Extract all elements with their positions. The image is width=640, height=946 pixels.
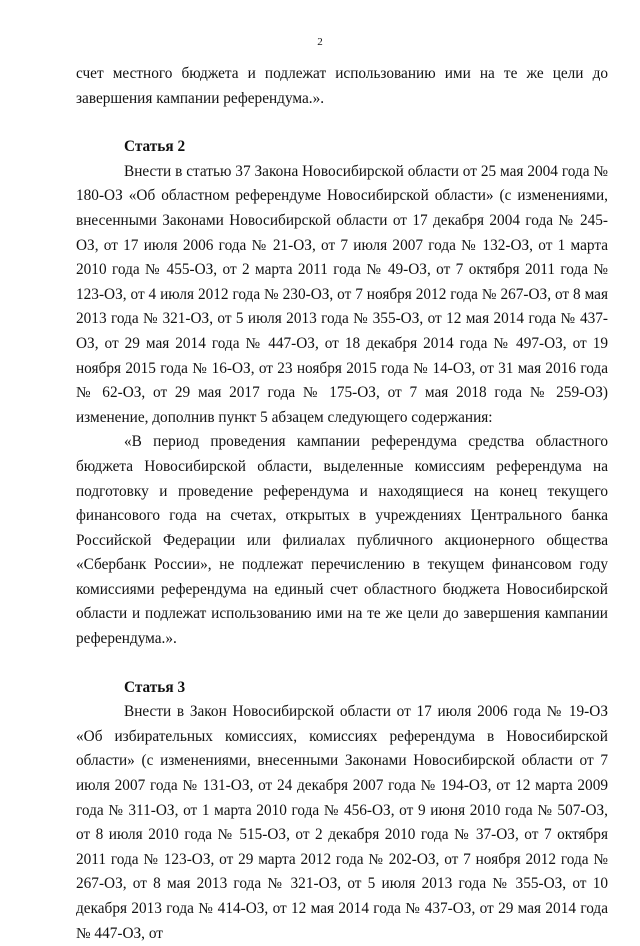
article-3-heading: Статья 3 <box>124 678 186 696</box>
article-2-heading: Статья 2 <box>124 138 186 156</box>
document-body <box>76 62 608 946</box>
article-3-paragraph-1: Внести в Закон Новосибирской области от 17 июля 2006 года № 19-ОЗ «Об избирательных комиссиях, комиссиях референдума в Новосибирской области» (с изменениями, внесенными Законами Новосибирской области от 7 июля 2007 года № 131-ОЗ, от 24 декабря 2007 года № 194-ОЗ, от 12 марта 2009 года № 311-ОЗ, от 1 марта 2010 года № 456-ОЗ, от 9 июня 2010 года № 507-ОЗ, от 8 июля 2010 года № 515-ОЗ, от 2 декабря 2010 года № 37-ОЗ, от 7 октября 2011 года № 123-ОЗ, от 29 марта 2012 года № 202-ОЗ, от 7 ноября 2012 года № 267-ОЗ, от 8 мая 2013 года № 321-ОЗ, от 5 июля 2013 года № 355-ОЗ, от 10 декабря 2013 года № 414-ОЗ, от 12 мая 2014 года № 437-ОЗ, от 29 мая 2014 года № 447-ОЗ, от <box>76 703 608 942</box>
page-number: 2 <box>317 36 323 48</box>
article-2-paragraph-1: Внести в статью 37 Закона Новосибирской области от 25 мая 2004 года № 180-ОЗ «Об областном референдуме Новосибирской области» (с изменениями, внесенными Законами Новосибирской области от 17 декабря 2004 года № 245-ОЗ, от 17 июля 2006 года № 21-ОЗ, от 7 июля 2007 года № 132-ОЗ, от 1 марта 2010 года № 455-ОЗ, от 2 марта 2011 года № 49-ОЗ, от 7 октября 2011 года № 123-ОЗ, от 4 июля 2012 года № 230-ОЗ, от 7 ноября 2012 года № 267-ОЗ, от 8 мая 2013 года № 321-ОЗ, от 5 июля 2013 года № 355-ОЗ, от 12 мая 2014 года № 437-ОЗ, от 29 мая 2014 года № 447-ОЗ, от 18 декабря 2014 года № 497-ОЗ, от 19 ноября 2015 года № 16-ОЗ, от 23 ноября 2015 года № 14-ОЗ, от 31 мая 2016 года № 62-ОЗ, от 29 мая 2017 года № 175-ОЗ, от 7 мая 2018 года № 259-ОЗ) изменение, дополнив пункт 5 абзацем следующего содержания: <box>76 162 608 426</box>
article-2-paragraph-2: «В период проведения кампании референдума средства областного бюджета Новосибирской области, выделенные комиссиям референдума на подготовку и проведение референдума и находящиеся на конец текущего финансового года на счетах, открытых в учреждениях Центрального банка Российской Федерации или филиалах публичного акционерного общества «Сбербанк России», не подлежат перечислению в текущем финансовом году комиссиями референдума на единый счет областного бюджета Новосибирской области и подлежат использованию ими на те же цели до завершения кампании референдума.». <box>76 433 608 648</box>
intro-paragraph: счет местного бюджета и подлежат использованию ими на те же цели до завершения кампании референдума.». <box>76 65 608 107</box>
